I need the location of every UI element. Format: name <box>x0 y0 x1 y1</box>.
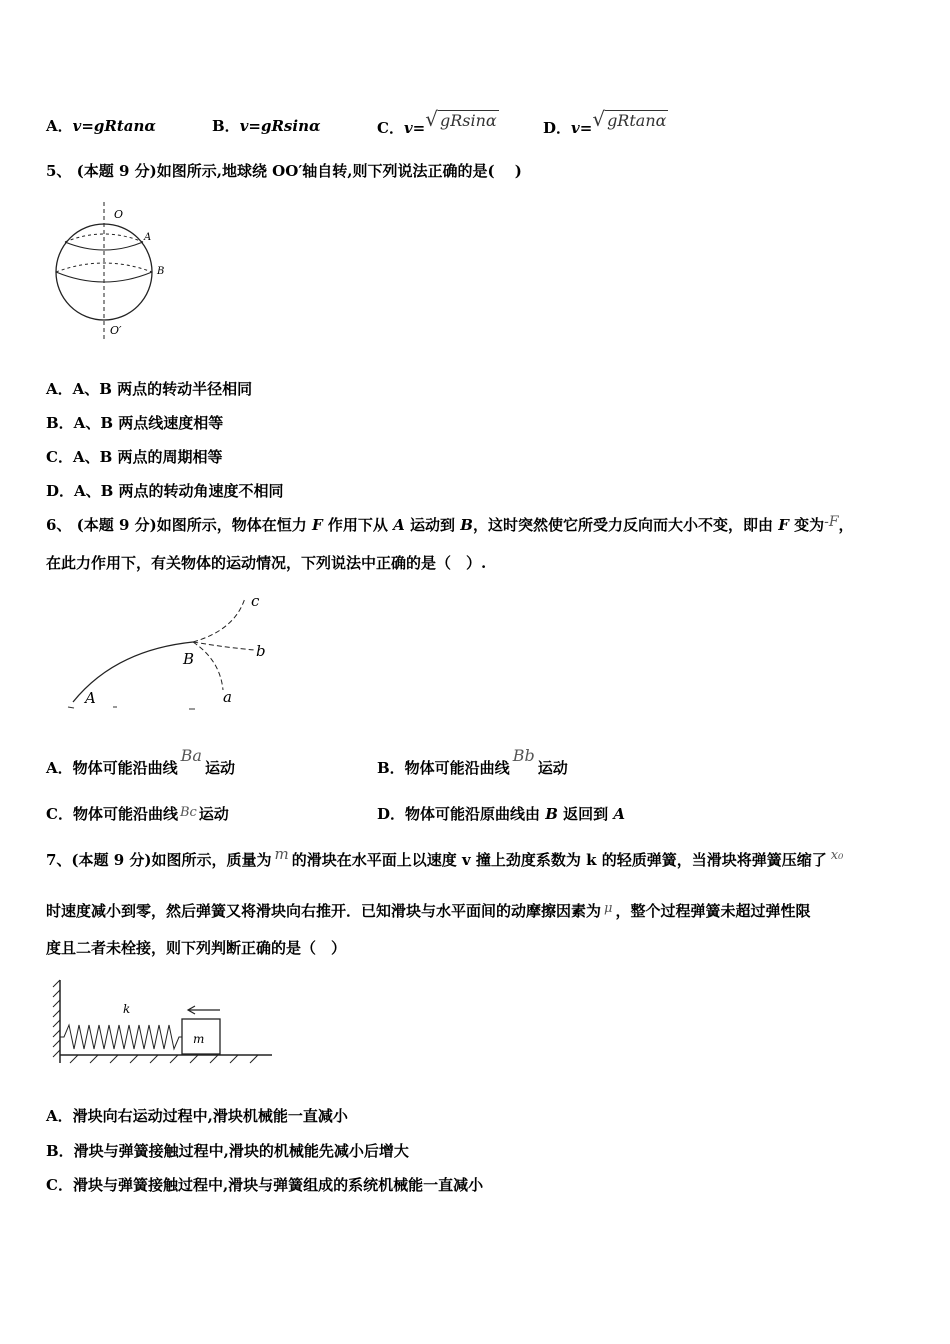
q7-spring <box>60 1025 182 1049</box>
q7-label-m: m <box>193 1032 205 1046</box>
q6-option-a-text: A．物体可能沿曲线 <box>46 759 178 777</box>
q4-option-a <box>46 116 156 136</box>
q5-label-o-top: O <box>114 208 124 221</box>
q5-option-a: A．A、B 两点的转动半径相同 <box>46 380 253 398</box>
q6-stem-line1 <box>46 515 854 536</box>
q5-label-o-bottom: O′ <box>110 324 122 337</box>
q6-label-b-upper: B <box>183 650 195 668</box>
q6-option-d <box>377 804 625 824</box>
q6-option-a <box>46 746 235 778</box>
q7-option-a: A．滑块向右运动过程中,滑块机械能一直减小 <box>46 1107 348 1125</box>
q6-option-b-math: Bb <box>512 746 535 765</box>
q7-option-c: C．滑块与弹簧接触过程中,滑块与弹簧组成的系统机械能一直减小 <box>46 1176 484 1194</box>
q7-compression-x0: x₀ <box>830 848 844 863</box>
q6-stem-part5: 变为 <box>794 516 825 534</box>
q4-option-b <box>212 116 321 136</box>
q6-option-c-math: Bc <box>179 805 197 820</box>
q4-option-c <box>377 107 499 138</box>
q6-option-b-text: B．物体可能沿曲线 <box>377 759 510 777</box>
q6-neg-force: -F <box>824 514 839 530</box>
q6-option-d-mid: 返回到 <box>563 805 609 823</box>
q4-option-d-sqrt: √ gRtanα <box>592 107 667 131</box>
q6-curve-figure <box>65 590 285 715</box>
q6-point-b: B <box>460 516 473 534</box>
q4-option-c-label: C． <box>377 119 404 137</box>
q7-stem-line2 <box>46 901 810 923</box>
q6-option-b <box>377 746 568 778</box>
q7-stem-line2-part1: 时速度减小到零，然后弹簧又将滑块向右推开．已知滑块与水平面间的动摩擦因素为 <box>46 902 602 920</box>
q6-force-f: F <box>311 516 323 534</box>
q5-label-a: A <box>144 232 152 243</box>
q6-option-c <box>46 804 229 826</box>
q6-label-b-lower: b <box>256 642 266 660</box>
q6-stem-part6: ， <box>838 516 854 534</box>
q6-curve-bc <box>193 598 245 642</box>
q6-option-c-text: C．物体可能沿曲线 <box>46 805 178 823</box>
q7-stem-line2-part2: ，整个过程弹簧未超过弹性限 <box>615 902 811 920</box>
q6-option-a-math: Ba <box>180 746 202 765</box>
q5-option-d: D．A、B 两点的转动角速度不相同 <box>46 482 284 500</box>
q6-option-c-suffix: 运动 <box>198 805 229 823</box>
q7-stem-line1 <box>46 845 844 872</box>
q6-point-a: A <box>393 516 405 534</box>
q7-wall-hatching <box>53 980 60 1057</box>
q6-option-d-text: D．物体可能沿原曲线由 <box>377 805 541 823</box>
q6-label-a-lower: a <box>223 688 232 706</box>
q6-option-b-suffix: 运动 <box>537 759 568 777</box>
q7-option-b: B．滑块与弹簧接触过程中,滑块的机械能先减小后增大 <box>46 1142 409 1160</box>
q5-stem: 5、 (本题 9 分)如图所示,地球绕 OO′轴自转,则下列说法正确的是( ) <box>46 162 522 180</box>
q5-option-b: B．A、B 两点线速度相等 <box>46 414 224 432</box>
q5-label-b: B <box>157 266 165 277</box>
q4-option-b-formula: v=gRsinα <box>239 117 321 135</box>
q4-option-d-radicand: gRtanα <box>607 111 667 130</box>
q7-stem-line3: 度且二者未栓接，则下列判断正确的是（ ） <box>46 939 347 957</box>
q4-option-d-prefix: v= <box>571 119 593 137</box>
q4-option-c-prefix: v= <box>403 119 426 137</box>
q4-option-c-sqrt: √ gRsinα <box>425 107 497 131</box>
q4-option-b-label: B． <box>212 117 240 135</box>
q6-curve-ba <box>193 642 223 690</box>
q6-label-c-lower: c <box>251 592 260 610</box>
q6-label-a-upper: A <box>85 689 96 707</box>
q6-stem-part2: 作用下从 <box>327 516 388 534</box>
q7-stem-part2: 的滑块在水平面上以速度 v 撞上劲度系数为 k 的轻质弹簧，当滑块将弹簧压缩了 <box>291 851 827 869</box>
q4-option-c-radicand: gRsinα <box>440 111 497 130</box>
q4-option-d <box>543 107 668 138</box>
q6-stem-part1: 6、 (本题 9 分)如图所示，物体在恒力 <box>46 516 307 534</box>
q6-stem-line2: 在此力作用下，有关物体的运动情况，下列说法中正确的是（ ）. <box>46 554 487 572</box>
q6-force-f2: F <box>778 516 789 534</box>
q7-mass-m: m <box>274 845 289 863</box>
q4-option-a-label: A． <box>46 117 73 135</box>
q7-friction-mu: μ <box>604 901 613 916</box>
q6-ground-mark <box>68 707 74 708</box>
q7-stem-part1: 7、(本题 9 分)如图所示，质量为 <box>46 851 272 869</box>
q6-option-a-suffix: 运动 <box>204 759 235 777</box>
q5-earth-figure <box>50 200 180 345</box>
q6-stem-part4: ，这时突然使它所受力反向而大小不变，即由 <box>472 516 773 534</box>
q7-floor-hatching <box>70 1055 258 1063</box>
q6-stem-part3: 运动到 <box>410 516 456 534</box>
q6-option-d-b: B <box>545 805 558 823</box>
q7-spring-figure <box>50 975 280 1070</box>
q4-option-d-label: D． <box>543 119 572 137</box>
q7-label-k: k <box>123 1002 131 1016</box>
q4-option-a-formula: v=gRtanα <box>72 117 156 135</box>
q5-option-c: C．A、B 两点的周期相等 <box>46 448 223 466</box>
q6-option-d-a: A <box>613 805 626 823</box>
